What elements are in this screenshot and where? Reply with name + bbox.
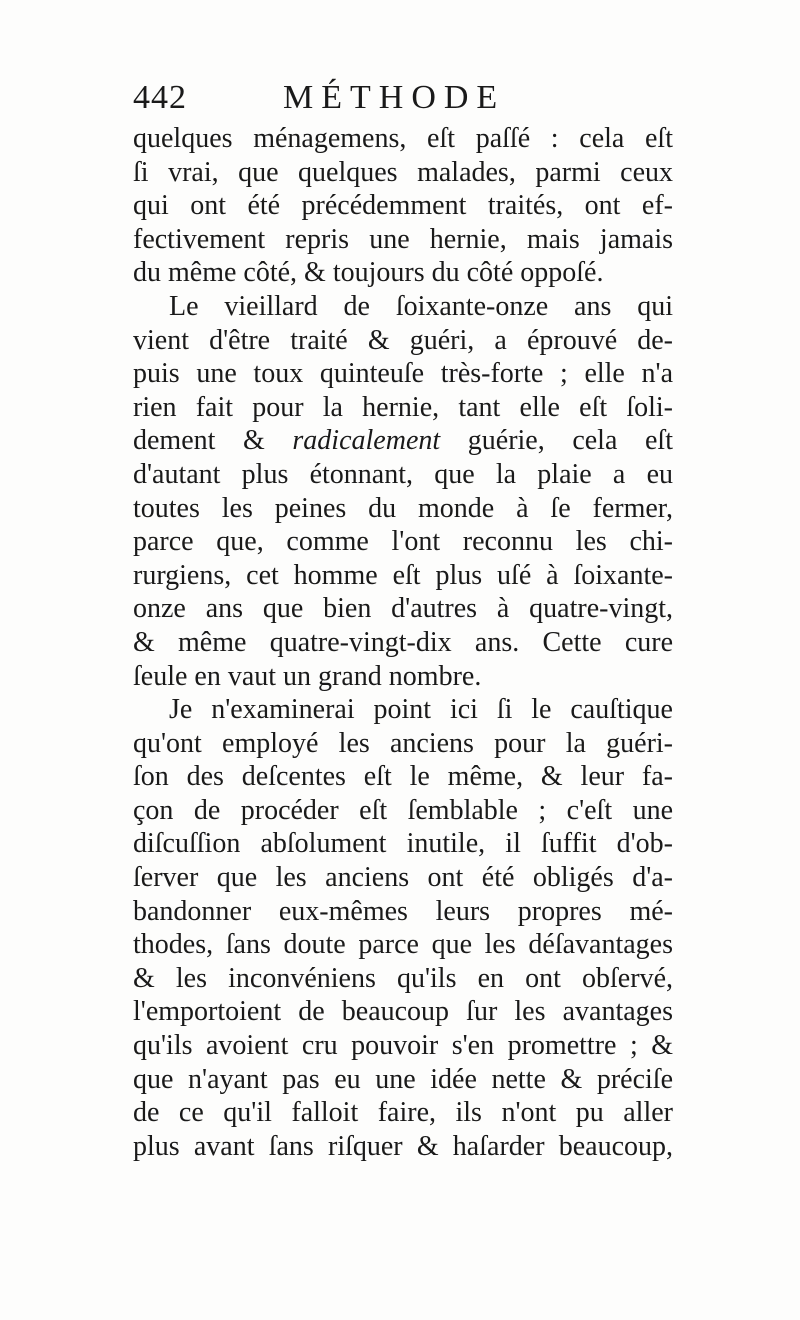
text-line: ſi vrai, que quelques malades, parmi ceux [133, 156, 673, 188]
text-line: parce que, comme l'ont reconnu les chi- [133, 526, 673, 558]
text-line: toutes les peines du monde à ſe fermer, [133, 492, 673, 524]
text-line: ſerver que les anciens ont été obligés d'a- [133, 862, 673, 894]
text-line: thodes, ſans doute parce que les déſavantages [133, 929, 673, 961]
text-line: diſcuſſion abſolument inutile, il ſuffit d'ob- [133, 828, 673, 860]
text-line: de ce qu'il falloit faire, ils n'ont pu aller [133, 1097, 673, 1129]
text-line: vient d'être traité & guéri, a éprouvé de- [133, 324, 673, 356]
text-line: du même côté, & toujours du côté oppoſé. [133, 257, 604, 289]
running-title: MÉTHODE [283, 79, 506, 116]
text-line: ſon des deſcentes eſt le même, & leur fa- [133, 761, 673, 793]
text-line: bandonner eux-mêmes leurs propres mé- [133, 895, 673, 927]
text-line: ſeule en vaut un grand nombre. [133, 660, 482, 692]
text-line: & les inconvéniens qu'ils en ont obſervé, [133, 962, 673, 994]
text-line [133, 424, 673, 458]
text-segment: dement & [133, 425, 293, 457]
text-line: qui ont été précédemment traités, ont ef- [133, 190, 673, 222]
text-line: rien fait pour la hernie, tant elle eſt ſoli- [133, 391, 673, 423]
text-line: onze ans que bien d'autres à quatre-vingt, [133, 593, 673, 625]
text-line: puis une toux quinteuſe très-forte ; elle n'a [133, 358, 673, 390]
page-number: 442 [133, 79, 187, 116]
text-line: quelques ménagemens, eſt paſſé : cela eſt [133, 123, 673, 154]
text-line: l'emportoient de beaucoup ſur les avantages [133, 996, 673, 1028]
text-line: que n'ayant pas eu une idée nette & préciſe [133, 1063, 673, 1095]
text-line: d'autant plus étonnant, que la plaie a eu [133, 458, 673, 490]
text-line: Je n'examinerai point ici ſi le cauſtique [169, 694, 673, 726]
text-line: çon de procéder eſt ſemblable ; c'eſt une [133, 794, 673, 826]
text-line: plus avant ſans riſquer & haſarder beaucoup, [133, 1130, 673, 1162]
text-line: qu'ont employé les anciens pour la guéri- [133, 727, 673, 759]
running-head [133, 78, 673, 118]
text-line: fectivement repris une hernie, mais jamais [133, 223, 673, 255]
body-text [133, 122, 673, 1163]
text-segment: guérie, cela eſt [440, 425, 673, 457]
text-line: qu'ils avoient cru pouvoir s'en promettre ; & [133, 1030, 673, 1062]
text-line: & même quatre-vingt-dix ans. Cette cure [133, 626, 673, 658]
text-line: rurgiens, cet homme eſt plus uſé à ſoixante- [133, 559, 673, 591]
italic-word: radicalement [292, 425, 441, 457]
text-line: Le vieillard de ſoixante-onze ans qui [169, 290, 673, 322]
